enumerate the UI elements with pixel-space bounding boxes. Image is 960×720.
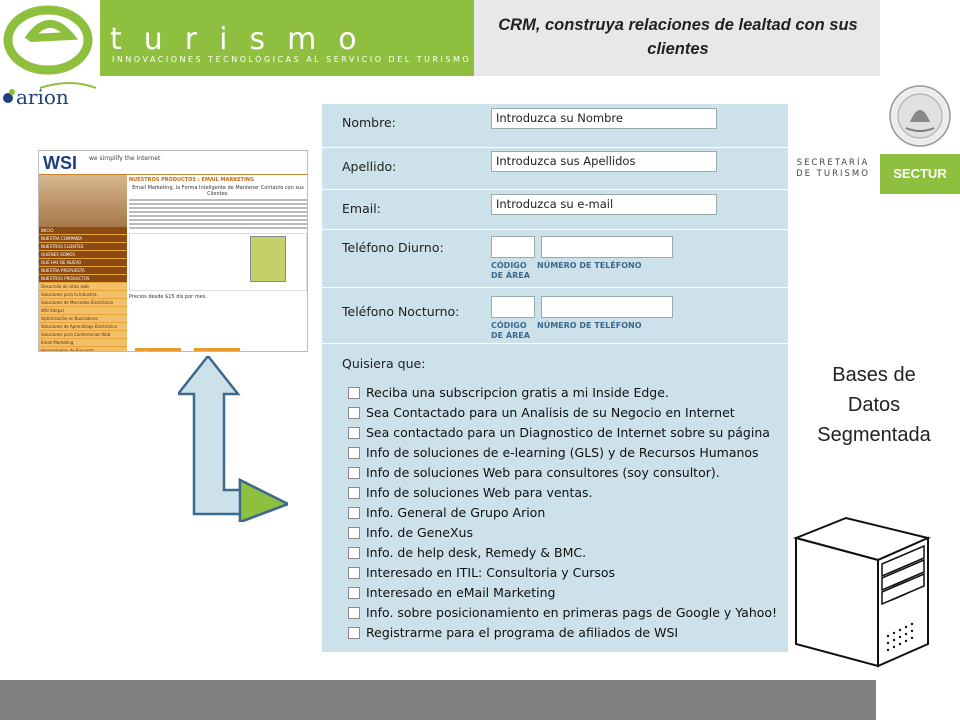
server-tower-icon [788,516,934,668]
option-label: Reciba una subscripcion gratis a mi Inside Edge. [366,385,669,400]
checkbox[interactable] [348,447,360,459]
wsi-nav-item[interactable]: Soluciones de Aprendizaje Electrónico [39,323,127,330]
header [0,0,960,76]
wsi-nav-item[interactable]: Soluciones de Mercadeo Electrónico [39,299,127,306]
form-row-email [322,190,788,230]
form-row-tel-noche [322,288,788,344]
option-label: Info. sobre posicionamiento en primeras pags de Google y Yahoo! [366,605,778,620]
brand-tagline: INNOVACIONES TECNOLÓGICAS AL SERVICIO DEL TURISMO [112,55,472,64]
numero-caption: NÚMERO DE TELÉFONO [537,261,642,270]
wsi-top-bar [39,151,308,175]
wsi-website-screenshot [38,150,308,352]
option-item[interactable] [348,584,788,604]
option-item[interactable] [348,624,788,644]
option-label: Interesado en ITIL: Consultoria y Cursos [366,565,616,580]
wsi-price: Precios desde $15 dls por mes. [129,294,207,300]
mexico-emblem-icon [880,78,960,154]
footer-bar [0,680,876,720]
text-line [129,207,307,209]
options-list [348,384,788,644]
option-item[interactable] [348,564,788,584]
wsi-nav-item[interactable]: NUESTROS CLIENTES [39,243,127,250]
footer-right [876,680,960,720]
e-turismo-logo-icon [0,0,100,76]
checkbox[interactable] [348,627,360,639]
wsi-free-trial-button[interactable] [135,348,181,352]
option-label: Sea contactado para un Diagnostico de Internet sobre su página [366,425,770,440]
sectur-badge: SECTUR [880,154,960,194]
nombre-input[interactable]: Introduzca su Nombre [491,108,717,129]
wsi-nav-item[interactable]: NUESTRA COMPAÑÍA [39,235,127,242]
checkbox[interactable] [348,387,360,399]
checkbox[interactable] [348,527,360,539]
tel-dia-label: Teléfono Diurno: [342,240,444,255]
wsi-photo [39,175,127,227]
sectur-text: SECRETARÍA DE TURISMO [796,158,870,179]
checkbox[interactable] [348,467,360,479]
wsi-nav-item[interactable]: Soluciones para Conferencias Web [39,331,127,338]
text-line [129,199,307,201]
tel-noche-label: Teléfono Nocturno: [342,304,460,319]
text-line [129,223,307,225]
wsi-nav-item[interactable]: Email Marketing [39,339,127,346]
wsi-nav-item[interactable]: NUESTRA PROPUESTA [39,267,127,274]
option-item[interactable] [348,604,788,624]
wsi-logo: WSI [43,153,77,173]
area-caption: CÓDIGO DE ÁREA [491,321,530,340]
option-label: Registrarme para el programa de afiliados de WSI [366,625,679,640]
checkbox[interactable] [348,407,360,419]
wsi-nav [39,227,127,352]
tel-noche-numero-input[interactable] [541,296,673,318]
text-line [129,215,307,217]
option-item[interactable] [348,524,788,544]
checkbox[interactable] [348,607,360,619]
email-input[interactable]: Introduzca su e-mail [491,194,717,215]
wsi-offer-box [129,233,307,291]
arion-logo-icon [0,80,100,112]
option-item[interactable] [348,404,788,424]
form-row-nombre [322,104,788,148]
email-label: Email: [342,201,381,216]
wsi-nav-item[interactable]: Desarrollo de sitios web [39,283,127,290]
option-label: Interesado en eMail Marketing [366,585,556,600]
nombre-label: Nombre: [342,115,396,130]
checkbox[interactable] [348,487,360,499]
database-label: Bases de Datos Segmentada [817,364,931,446]
option-item[interactable] [348,484,788,504]
arion-logo-text: arion [16,85,69,109]
option-item[interactable] [348,444,788,464]
tel-noche-area-input[interactable] [491,296,535,318]
text-line [129,219,307,221]
apellido-input[interactable]: Introduzca sus Apellidos [491,151,717,172]
option-label: Info de soluciones Web para consultores (soy consultor). [366,465,720,480]
text-line [129,211,307,213]
text-line [129,203,307,205]
wsi-nav-item[interactable]: QUIÉNES SOMOS [39,251,127,258]
checkbox[interactable] [348,567,360,579]
option-item[interactable] [348,424,788,444]
wsi-book-image [250,236,286,282]
option-label: Info de soluciones Web para ventas. [366,485,593,500]
form-row-apellido [322,148,788,190]
checkbox[interactable] [348,427,360,439]
page-title: CRM, construya relaciones de lealtad con sus clientes [498,16,858,58]
option-item[interactable] [348,544,788,564]
wsi-nav-item[interactable]: Herramientas de Encuesta [39,347,127,352]
wsi-nav-item[interactable]: NUESTROS PRODUCTOS [39,275,127,282]
checks-title: Quisiera que: [342,356,426,371]
flow-arrow-icon [178,356,288,522]
wsi-nav-item[interactable]: INICIO [39,227,127,234]
wsi-contact-button[interactable] [194,348,240,352]
wsi-buttons [135,339,285,349]
checkbox[interactable] [348,587,360,599]
option-label: Info. General de Grupo Arion [366,505,546,520]
wsi-main-content [129,177,307,351]
form-row-tel-dia [322,230,788,288]
option-item[interactable] [348,464,788,484]
tel-dia-numero-input[interactable] [541,236,673,258]
checkbox[interactable] [348,547,360,559]
option-label: Sea Contactado para un Analisis de su Negocio en Internet [366,405,735,420]
wsi-nav-item[interactable]: WSI Sitepal [39,307,127,314]
checkbox[interactable] [348,507,360,519]
contact-form [322,104,788,652]
option-label: Info de soluciones de e-learning (GLS) y de Recursos Humanos [366,445,759,460]
option-label: Info. de GeneXus [366,525,473,540]
option-item[interactable] [348,384,788,404]
header-right-panel [880,0,960,76]
brand-word: turismo [110,22,379,57]
option-item[interactable] [348,504,788,524]
wsi-headline: Email Marketing, la Forma Inteligente de Mantener Contacto con sus Clientes. [132,185,304,197]
wsi-nav-item[interactable]: Optimización en Buscadores [39,315,127,322]
numero-caption: NÚMERO DE TELÉFONO [537,321,642,330]
wsi-nav-item[interactable]: QUÉ HAY DE NUEVO [39,259,127,266]
wsi-section-title: NUESTROS PRODUCTOS : EMAIL MARKETING [129,177,255,183]
wsi-nav-item[interactable]: Soluciones para la Industria [39,291,127,298]
wsi-tagline: we simplify the Internet [89,155,161,162]
text-line [129,227,307,229]
apellido-label: Apellido: [342,159,397,174]
area-caption: CÓDIGO DE ÁREA [491,261,530,280]
tel-dia-area-input[interactable] [491,236,535,258]
option-label: Info. de help desk, Remedy & BMC. [366,545,587,560]
